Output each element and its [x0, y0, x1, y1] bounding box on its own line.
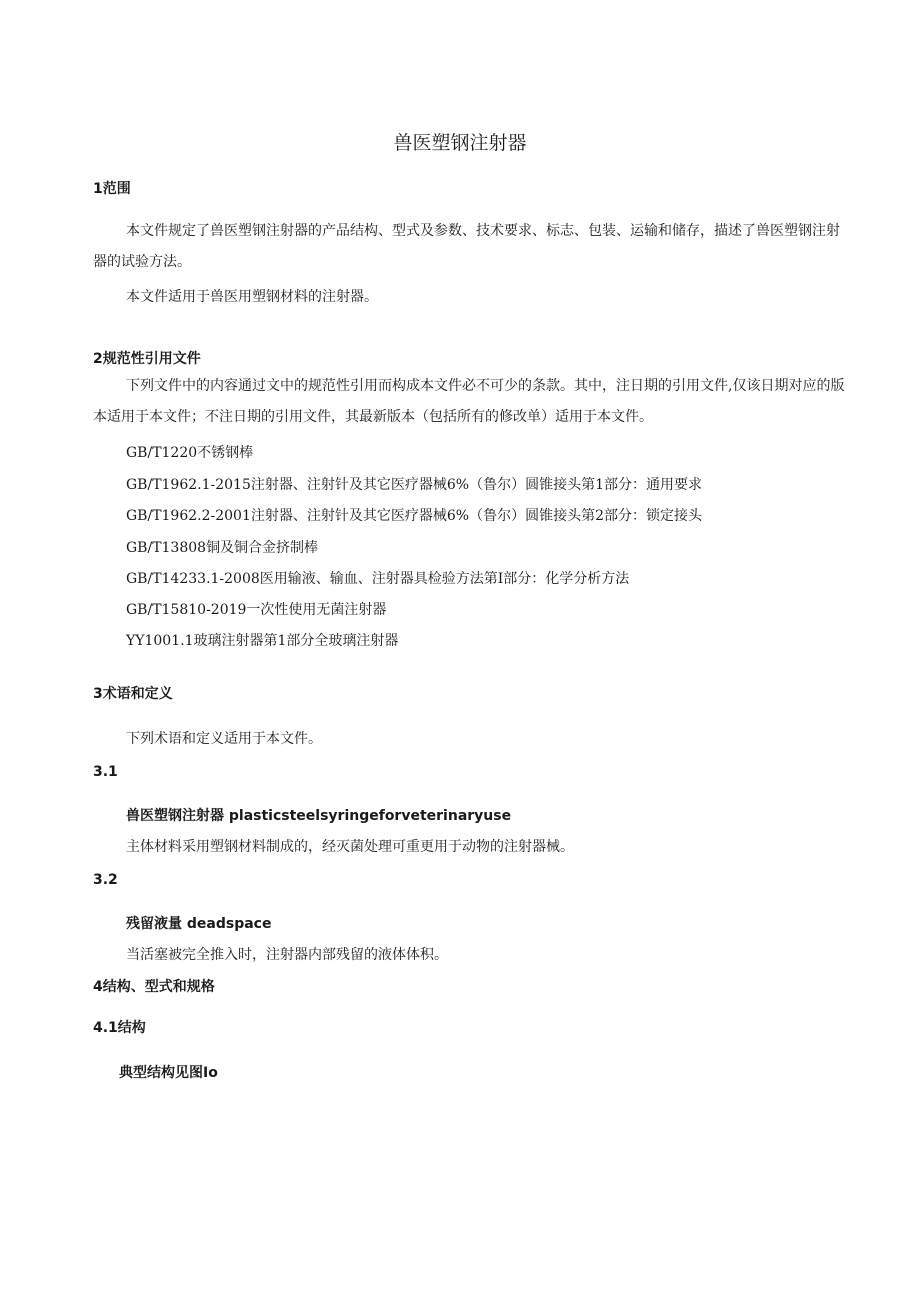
term-3-2-title: 残留液量 deadspace	[126, 916, 272, 932]
section-1-heading: 1范围	[93, 181, 131, 197]
page-title: 兽医塑钢注射器	[393, 132, 527, 154]
section-3-heading: 3术语和定义	[93, 686, 173, 702]
section-4-1-heading: 4.1结构	[93, 1020, 146, 1036]
reference-item: GB/T14233.1-2008医用输液、输血、注射器具检验方法第I部分：化学分析方法	[126, 571, 630, 587]
term-3-2-number: 3.2	[93, 872, 118, 888]
term-3-2-definition: 当活塞被完全推入时，注射器内部残留的液体体积。	[126, 947, 448, 963]
section-4-heading: 4结构、型式和规格	[93, 979, 215, 995]
term-3-1-number: 3.1	[93, 764, 118, 780]
term-3-1-title: 兽医塑钢注射器 plasticsteelsyringeforveterinaryuse	[126, 808, 512, 824]
section-1-paragraph-2: 本文件适用于兽医用塑钢材料的注射器。	[126, 289, 378, 305]
section-3-paragraph-1: 下列术语和定义适用于本文件。	[126, 731, 322, 747]
reference-item: GB/T1962.1-2015注射器、注射针及其它医疗器械6%（鲁尔）圆锥接头第1部分：通用要求	[126, 477, 702, 493]
reference-item: GB/T13808铜及铜合金挤制棒	[126, 540, 319, 556]
section-2-paragraph-1: 下列文件中的内容通过文中的规范性引用而构成本文件必不可少的条款。其中，注日期的引用文件,仅该日期对应的版本适用于本文件；不注日期的引用文件，其最新版本（包括所有的修改单）适用于本文件。	[93, 378, 845, 425]
section-1-paragraph-1: 本文件规定了兽医塑钢注射器的产品结构、型式及参数、技术要求、标志、包装、运输和储存，描述了兽医塑钢注射器的试验方法。	[93, 223, 840, 270]
reference-item: GB/T1962.2-2001注射器、注射针及其它医疗器械6%（鲁尔）圆锥接头第2部分：锁定接头	[126, 508, 702, 524]
reference-item: GB/T15810-2019一次性使用无菌注射器	[126, 602, 387, 618]
reference-item: YY1001.1玻璃注射器第1部分全玻璃注射器	[126, 633, 399, 649]
section-2-heading: 2规范性引用文件	[93, 351, 201, 367]
reference-item: GB/T1220不锈钢棒	[126, 445, 254, 461]
term-3-1-definition: 主体材料采用塑钢材料制成的，经灭菌处理可重更用于动物的注射器械。	[126, 839, 574, 855]
section-4-1-paragraph: 典型结构见图Io	[119, 1065, 218, 1081]
